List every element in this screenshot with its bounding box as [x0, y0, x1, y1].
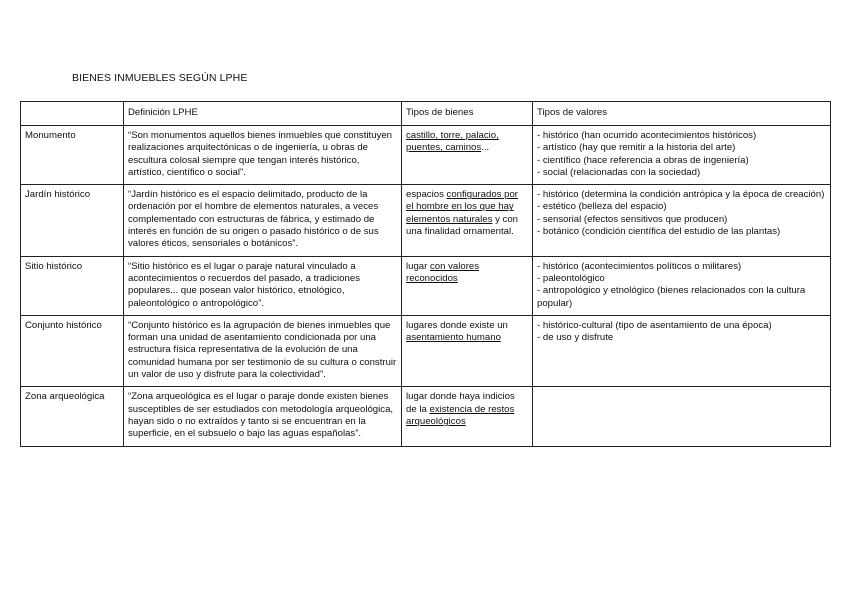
row-definition: “Son monumentos aquellos bienes inmuebles que constituyen realizaciones arquitectónicas o de ingeniería, u obras de escultura colosal siempre que tengan interés histórico, artístico, científico o social”.	[124, 126, 402, 185]
types-pre: lugares donde existe un	[406, 319, 508, 331]
value-item: - estético (belleza del espacio)	[537, 201, 667, 213]
types-underlined: con valores reconocidos	[406, 260, 480, 284]
row-values	[533, 185, 831, 256]
types-pre: lugar	[406, 260, 430, 272]
table-row-monumento	[21, 126, 831, 185]
value-item: - histórico (determina la condición antrópica y la época de creación)	[537, 189, 825, 201]
value-item: - antropológico y etnológico (bienes relacionados con la cultura popular)	[537, 285, 806, 309]
row-name: Sitio histórico	[21, 256, 124, 315]
table-row-conjunto-historico	[21, 315, 831, 386]
row-name: Monumento	[21, 126, 124, 185]
row-values	[533, 387, 831, 446]
header-cell-empty	[21, 102, 124, 126]
row-types	[402, 387, 533, 446]
value-item: - histórico (han ocurrido acontecimientos históricos)	[537, 130, 757, 141]
row-name: Conjunto histórico	[21, 315, 124, 386]
value-item: - paleontológico	[537, 272, 605, 284]
lphe-table	[20, 101, 831, 447]
row-definition: “Jardín histórico es el espacio delimitado, producto de la ordenación por el hombre de elementos naturales, a veces complementado con estructuras de fábrica, y estimado de interés en función de su origen o pasado histórico o de sus valores éticos, sensoriales o botánicos”.	[124, 185, 402, 256]
header-row	[21, 102, 831, 126]
row-name: Jardín histórico	[21, 185, 124, 256]
types-pre: espacios	[406, 189, 447, 201]
row-types	[402, 315, 533, 386]
row-types	[402, 256, 533, 315]
value-item: - científico (hace referencia a obras de ingeniería)	[537, 154, 749, 166]
value-item: - histórico-cultural (tipo de asentamiento de una época)	[537, 319, 772, 331]
row-types	[402, 126, 533, 185]
table-row-jardin-historico	[21, 185, 831, 256]
header-cell-types: Tipos de bienes	[402, 102, 533, 126]
row-name: Zona arqueológica	[21, 387, 124, 446]
types-underlined: asentamiento humano	[406, 332, 501, 344]
value-item: - sensorial (efectos sensitivos que producen)	[537, 213, 728, 225]
value-item: - de uso y disfrute	[537, 332, 614, 344]
row-values	[533, 315, 831, 386]
value-item: - botánico (condición científica del estudio de las plantas)	[537, 226, 781, 238]
row-definition: “Sitio histórico es el lugar o paraje natural vinculado a acontecimientos o recuerdos del pasado, a tradiciones populares... que posean valor histórico, etnológico, paleontológico o antropológico”.	[124, 256, 402, 315]
header-cell-values: Tipos de valores	[533, 102, 831, 126]
row-definition: “Conjunto histórico es la agrupación de bienes inmuebles que forman una unidad de asentamiento condicionada por una estructura física representativa de la evolución de una comunidad humana por ser testimonio de su cultura o construir un valor de uso y disfrute para la colectividad”.	[124, 315, 402, 386]
types-post: y con una finalidad ornamental.	[406, 213, 519, 238]
types-underlined: castillo, torre, palacio, puentes, caminos	[406, 130, 499, 154]
page-title: BIENES INMUEBLES SEGÚN LPHE	[72, 72, 248, 84]
types-pre: lugar donde haya indicios de la	[406, 391, 515, 415]
table-row-sitio-historico	[21, 256, 831, 315]
value-item: - histórico (acontecimientos políticos o militares)	[537, 260, 742, 272]
table-row-zona-arqueologica	[21, 387, 831, 446]
row-definition: “Zona arqueológica es el lugar o paraje donde existen bienes susceptibles de ser estudiados con metodología arqueológica, hayan sido o no extraídos y tanto si se encuentran en la superficie, en el subsuelo o bajo las aguas españolas”.	[124, 387, 402, 446]
types-underlined: configurados por el hombre en los que hay elementos naturales	[406, 189, 518, 225]
value-item: - artístico (hay que remitir a la historia del arte)	[537, 142, 736, 154]
value-item: - social (relacionadas con la sociedad)	[537, 166, 701, 178]
types-underlined: existencia de restos arqueológicos	[406, 403, 515, 427]
types-post: ...	[481, 142, 490, 154]
row-types	[402, 185, 533, 256]
header-cell-definition: Definición LPHE	[124, 102, 402, 126]
row-values	[533, 256, 831, 315]
row-values	[533, 126, 831, 185]
